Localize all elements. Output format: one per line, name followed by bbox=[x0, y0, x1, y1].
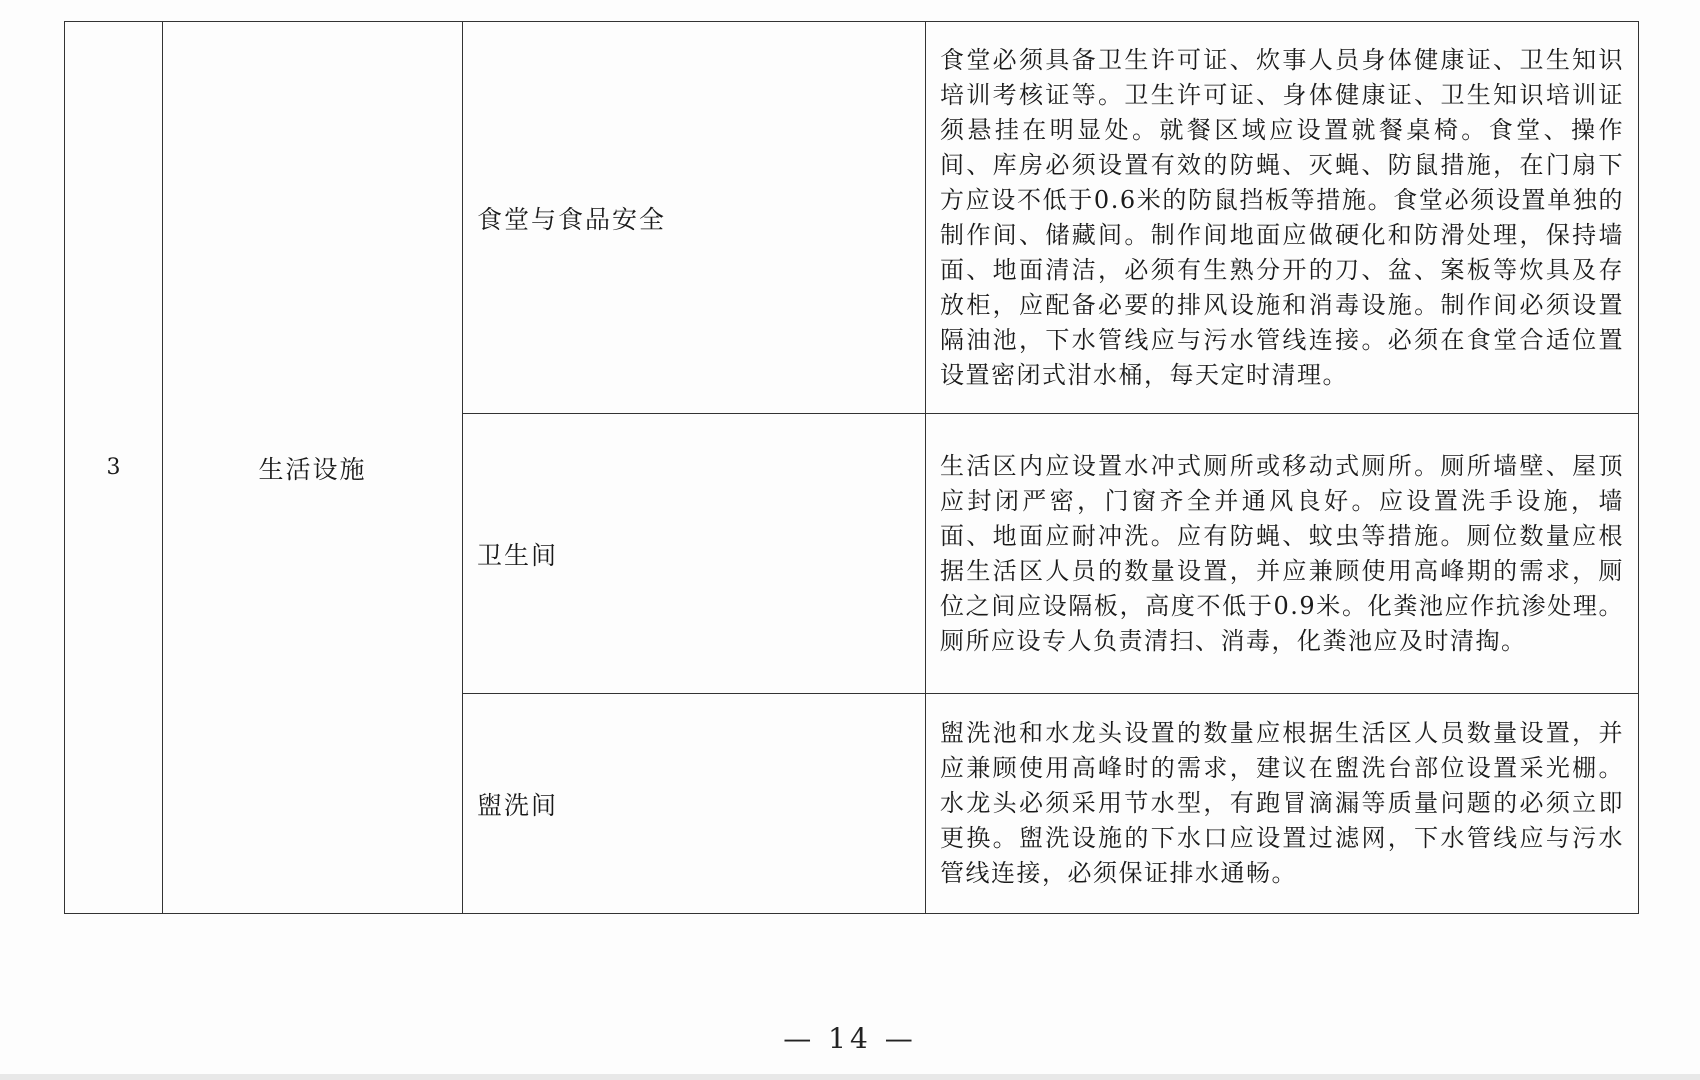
page-edge-divider bbox=[0, 1074, 1700, 1080]
item-cell: 盥洗间 bbox=[463, 694, 926, 914]
requirement-cell: 生活区内应设置水冲式厕所或移动式厕所。厕所墙壁、屋顶应封闭严密，门窗齐全并通风良好。应设置洗手设施，墙面、地面应耐冲洗。应有防蝇、蚊虫等措施。厕位数量应根据生活区人员的数量设置，并应兼顾使用高峰期的需求，厕位之间应设隔板，高度不低于0.9米。化粪池应作抗渗处理。厕所应设专人负责清扫、消毒，化粪池应及时清掏。 bbox=[926, 414, 1639, 694]
item-cell: 食堂与食品安全 bbox=[463, 22, 926, 414]
page-number: — 14 — bbox=[783, 1022, 917, 1055]
requirement-cell: 盥洗池和水龙头设置的数量应根据生活区人员数量设置，并应兼顾使用高峰时的需求，建议在盥洗台部位设置采光棚。水龙头必须采用节水型，有跑冒滴漏等质量问题的必须立即更换。盥洗设施的下水口应设置过滤网，下水管线应与污水管线连接，必须保证排水通畅。 bbox=[926, 694, 1639, 914]
row-number-cell: 3 bbox=[65, 22, 163, 914]
table-row bbox=[65, 22, 1639, 414]
item-cell: 卫生间 bbox=[463, 414, 926, 694]
requirement-cell: 食堂必须具备卫生许可证、炊事人员身体健康证、卫生知识培训考核证等。卫生许可证、身体健康证、卫生知识培训证须悬挂在明显处。就餐区域应设置就餐桌椅。食堂、操作间、库房必须设置有效的防蝇、灭蝇、防鼠措施，在门扇下方应设不低于0.6米的防鼠挡板等措施。食堂必须设置单独的制作间、储藏间。制作间地面应做硬化和防滑处理，保持墙面、地面清洁，必须有生熟分开的刀、盆、案板等炊具及存放柜，应配备必要的排风设施和消毒设施。制作间必须设置隔油池，下水管线应与污水管线连接。必须在食堂合适位置设置密闭式泔水桶，每天定时清理。 bbox=[926, 22, 1639, 414]
requirements-table bbox=[64, 21, 1639, 914]
category-cell: 生活设施 bbox=[163, 22, 463, 914]
